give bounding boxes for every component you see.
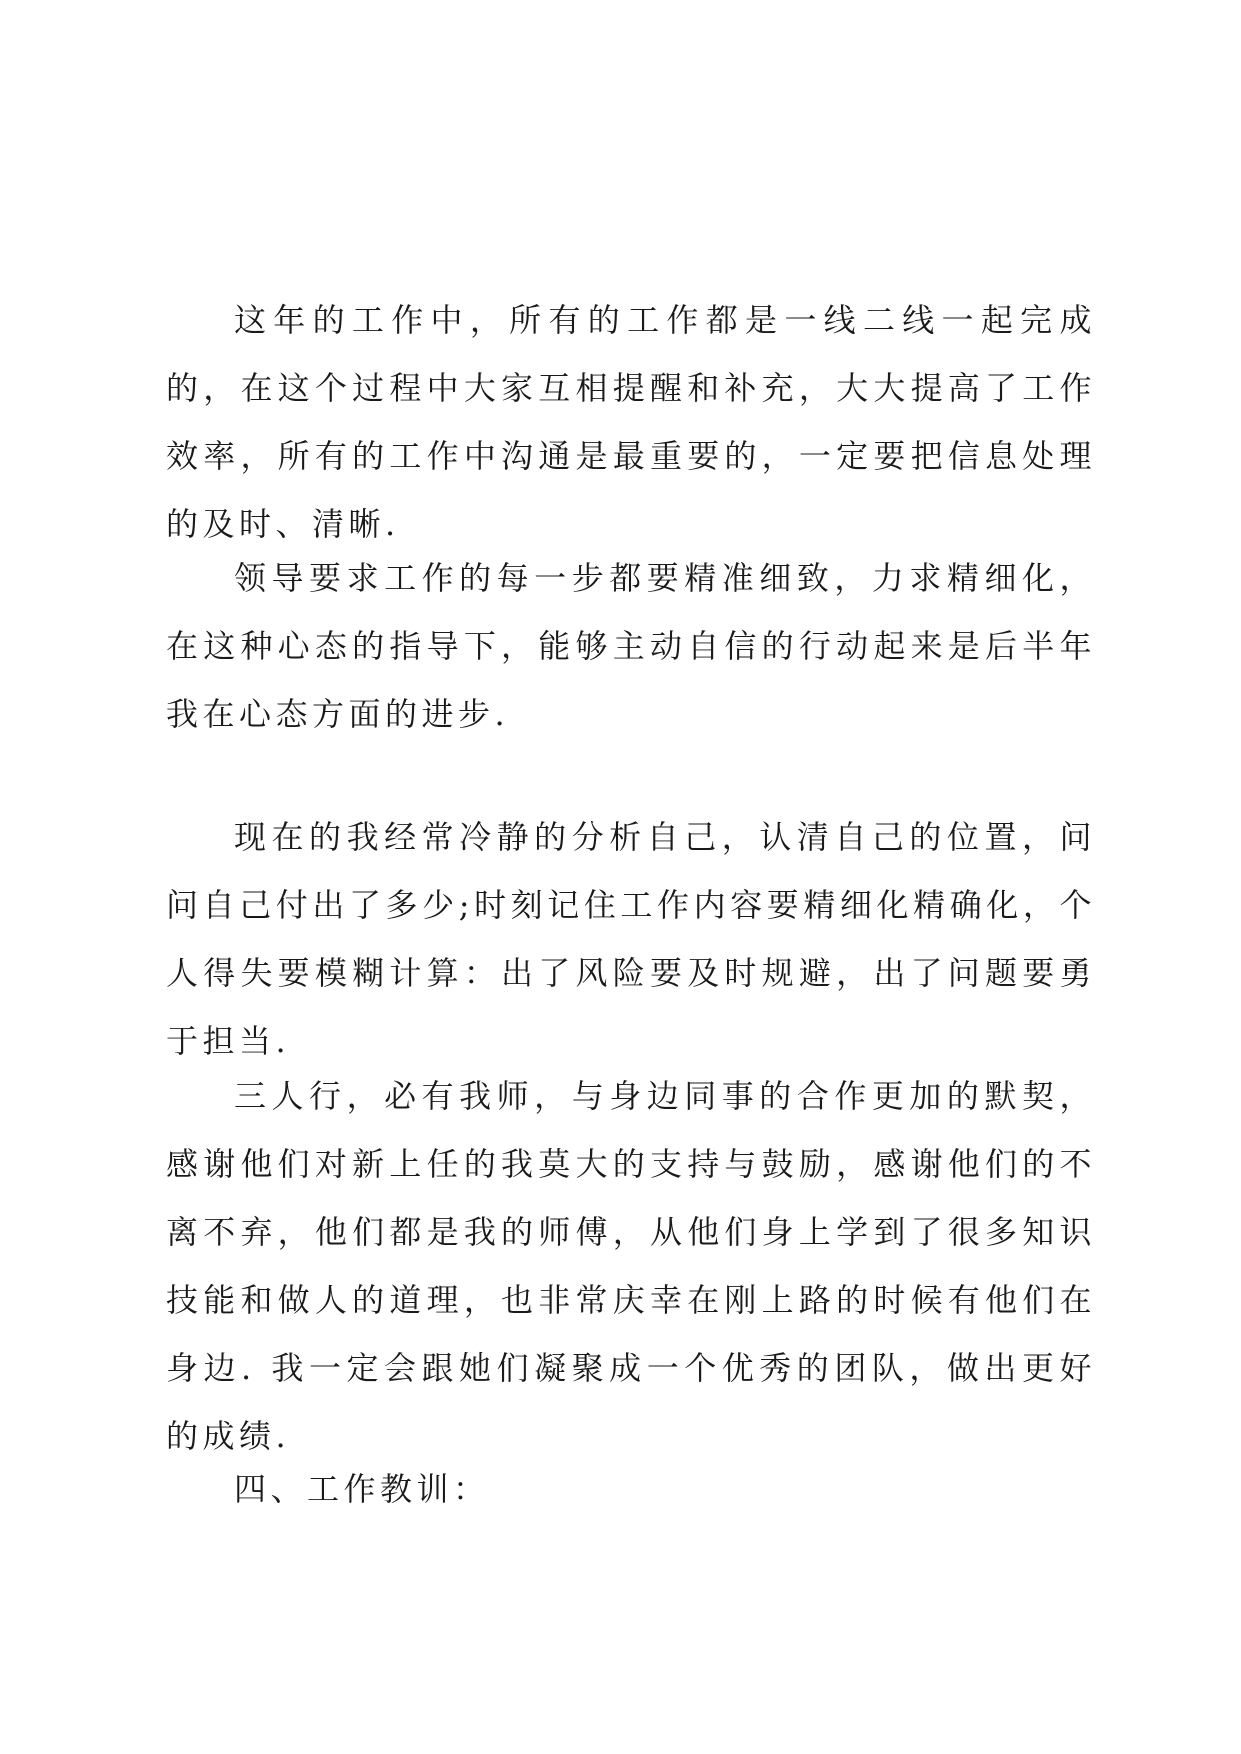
paragraph-teamwork-communication: 这年的工作中，所有的工作都是一线二线一起完成的，在这个过程中大家互相提醒和补充，大大提高了工作效率，所有的工作中沟通是最重要的，一定要把信息处理的及时、清晰. [166,301,1096,543]
section-heading-work-lessons: 四、工作教训： [234,1470,490,1508]
paragraph-self-analysis: 现在的我经常冷静的分析自己，认清自己的位置，问问自己付出了多少;时刻记住工作内容要精细化精确化，个人得失要模糊计算：出了风险要及时规避，出了问题要勇于担当. [166,818,1096,1060]
paragraph-colleague-gratitude: 三人行，必有我师，与身边同事的合作更加的默契，感谢他们对新上任的我莫大的支持与鼓励，感谢他们的不离不弃，他们都是我的师傅，从他们身上学到了很多知识技能和做人的道理，也非常庆幸在刚上路的时候有他们在身边. 我一定会跟她们凝聚成一个优秀的团队，做出更好的成绩. [166,1077,1096,1455]
paragraph-leadership-requirements: 领导要求工作的每一步都要精准细致，力求精细化，在这种心态的指导下，能够主动自信的行动起来是后半年我在心态方面的进步. [166,559,1096,733]
